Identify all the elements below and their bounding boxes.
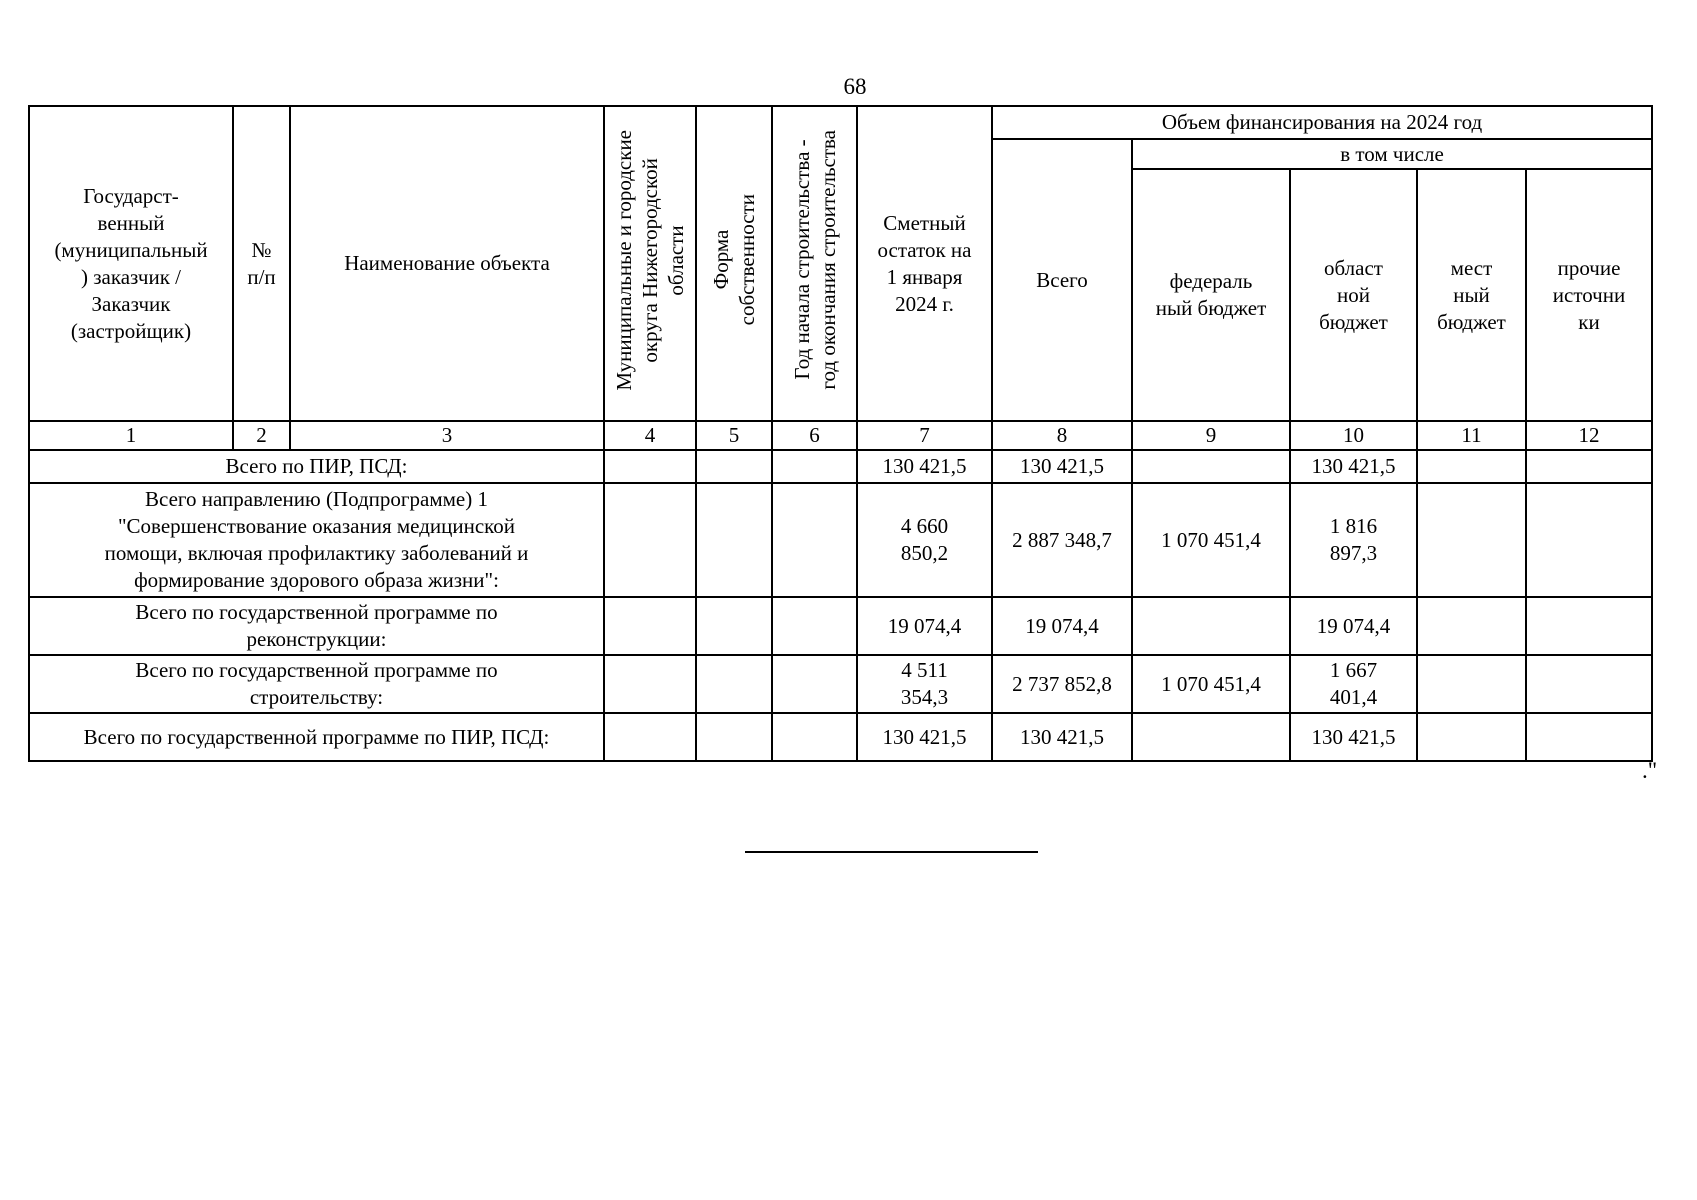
cell-other xyxy=(1526,483,1652,597)
cell-years xyxy=(772,597,857,655)
header-construction-years: Год начала строительства - год окончания строительства xyxy=(772,106,857,421)
cell-estimated-balance: 130 421,5 xyxy=(857,713,992,761)
financing-table xyxy=(28,105,1653,762)
cell-regional: 130 421,5 xyxy=(1290,450,1417,483)
cell-years xyxy=(772,713,857,761)
cell-other xyxy=(1526,450,1652,483)
header-financing-2024: Объем финансирования на 2024 год xyxy=(992,106,1652,139)
cell-estimated-balance: 130 421,5 xyxy=(857,450,992,483)
column-number: 3 xyxy=(290,421,604,450)
header-customer: Государст- венный (муниципальный ) заказчик / Заказчик (застройщик) xyxy=(29,106,233,421)
row-label: Всего по государственной программе по ПИР, ПСД: xyxy=(29,713,604,761)
cell-ownership xyxy=(696,597,772,655)
cell-municipal xyxy=(604,655,696,713)
cell-ownership xyxy=(696,655,772,713)
cell-total: 2 737 852,8 xyxy=(992,655,1132,713)
cell-federal xyxy=(1132,597,1290,655)
column-number: 10 xyxy=(1290,421,1417,450)
header-financing-total: Всего xyxy=(992,139,1132,421)
cell-federal: 1 070 451,4 xyxy=(1132,483,1290,597)
header-regional-budget: област ной бюджет xyxy=(1290,169,1417,421)
cell-years xyxy=(772,450,857,483)
column-number: 9 xyxy=(1132,421,1290,450)
cell-years xyxy=(772,483,857,597)
column-number: 6 xyxy=(772,421,857,450)
cell-regional: 19 074,4 xyxy=(1290,597,1417,655)
cell-ownership xyxy=(696,450,772,483)
column-number-row xyxy=(29,421,1652,450)
table-row xyxy=(29,483,1652,597)
cell-estimated-balance: 4 511 354,3 xyxy=(857,655,992,713)
cell-estimated-balance: 19 074,4 xyxy=(857,597,992,655)
end-of-document-rule xyxy=(745,851,1038,853)
column-number: 11 xyxy=(1417,421,1526,450)
header-municipal-districts: Муниципальные и городские округа Нижегородской области xyxy=(604,106,696,421)
header-federal-budget: федераль ный бюджет xyxy=(1132,169,1290,421)
cell-years xyxy=(772,655,857,713)
column-number: 4 xyxy=(604,421,696,450)
cell-local xyxy=(1417,655,1526,713)
column-number: 1 xyxy=(29,421,233,450)
cell-regional: 1 816 897,3 xyxy=(1290,483,1417,597)
column-number: 8 xyxy=(992,421,1132,450)
header-number: № п/п xyxy=(233,106,290,421)
cell-total: 19 074,4 xyxy=(992,597,1132,655)
cell-other xyxy=(1526,655,1652,713)
cell-total: 2 887 348,7 xyxy=(992,483,1132,597)
cell-local xyxy=(1417,483,1526,597)
header-including: в том числе xyxy=(1132,139,1652,169)
cell-other xyxy=(1526,713,1652,761)
cell-local xyxy=(1417,597,1526,655)
cell-municipal xyxy=(604,597,696,655)
header-other-sources: прочие источни ки xyxy=(1526,169,1652,421)
row-label: Всего по ПИР, ПСД: xyxy=(29,450,604,483)
cell-federal: 1 070 451,4 xyxy=(1132,655,1290,713)
header-ownership-form: Форма собственности xyxy=(696,106,772,421)
row-label: Всего направлению (Подпрограмме) 1 "Совершенствование оказания медицинской помощи, включая профилактику заболеваний и формирование здорового образа жизни": xyxy=(29,483,604,597)
cell-estimated-balance: 4 660 850,2 xyxy=(857,483,992,597)
closing-quote-mark: ." xyxy=(1642,758,1658,783)
header-local-budget: мест ный бюджет xyxy=(1417,169,1526,421)
column-number: 5 xyxy=(696,421,772,450)
cell-ownership xyxy=(696,713,772,761)
table-row xyxy=(29,450,1652,483)
cell-other xyxy=(1526,597,1652,655)
page-number: 68 xyxy=(843,74,867,99)
header-estimated-balance: Сметный остаток на 1 января 2024 г. xyxy=(857,106,992,421)
cell-federal xyxy=(1132,450,1290,483)
cell-municipal xyxy=(604,713,696,761)
column-number: 12 xyxy=(1526,421,1652,450)
cell-regional: 130 421,5 xyxy=(1290,713,1417,761)
row-label: Всего по государственной программе по строительству: xyxy=(29,655,604,713)
column-number: 2 xyxy=(233,421,290,450)
cell-municipal xyxy=(604,450,696,483)
cell-local xyxy=(1417,713,1526,761)
row-label: Всего по государственной программе по реконструкции: xyxy=(29,597,604,655)
cell-regional: 1 667 401,4 xyxy=(1290,655,1417,713)
cell-total: 130 421,5 xyxy=(992,450,1132,483)
table-row xyxy=(29,655,1652,713)
header-object-name: Наименование объекта xyxy=(290,106,604,421)
table-row xyxy=(29,597,1652,655)
column-number: 7 xyxy=(857,421,992,450)
cell-ownership xyxy=(696,483,772,597)
table-row xyxy=(29,713,1652,761)
cell-municipal xyxy=(604,483,696,597)
cell-local xyxy=(1417,450,1526,483)
cell-federal xyxy=(1132,713,1290,761)
cell-total: 130 421,5 xyxy=(992,713,1132,761)
